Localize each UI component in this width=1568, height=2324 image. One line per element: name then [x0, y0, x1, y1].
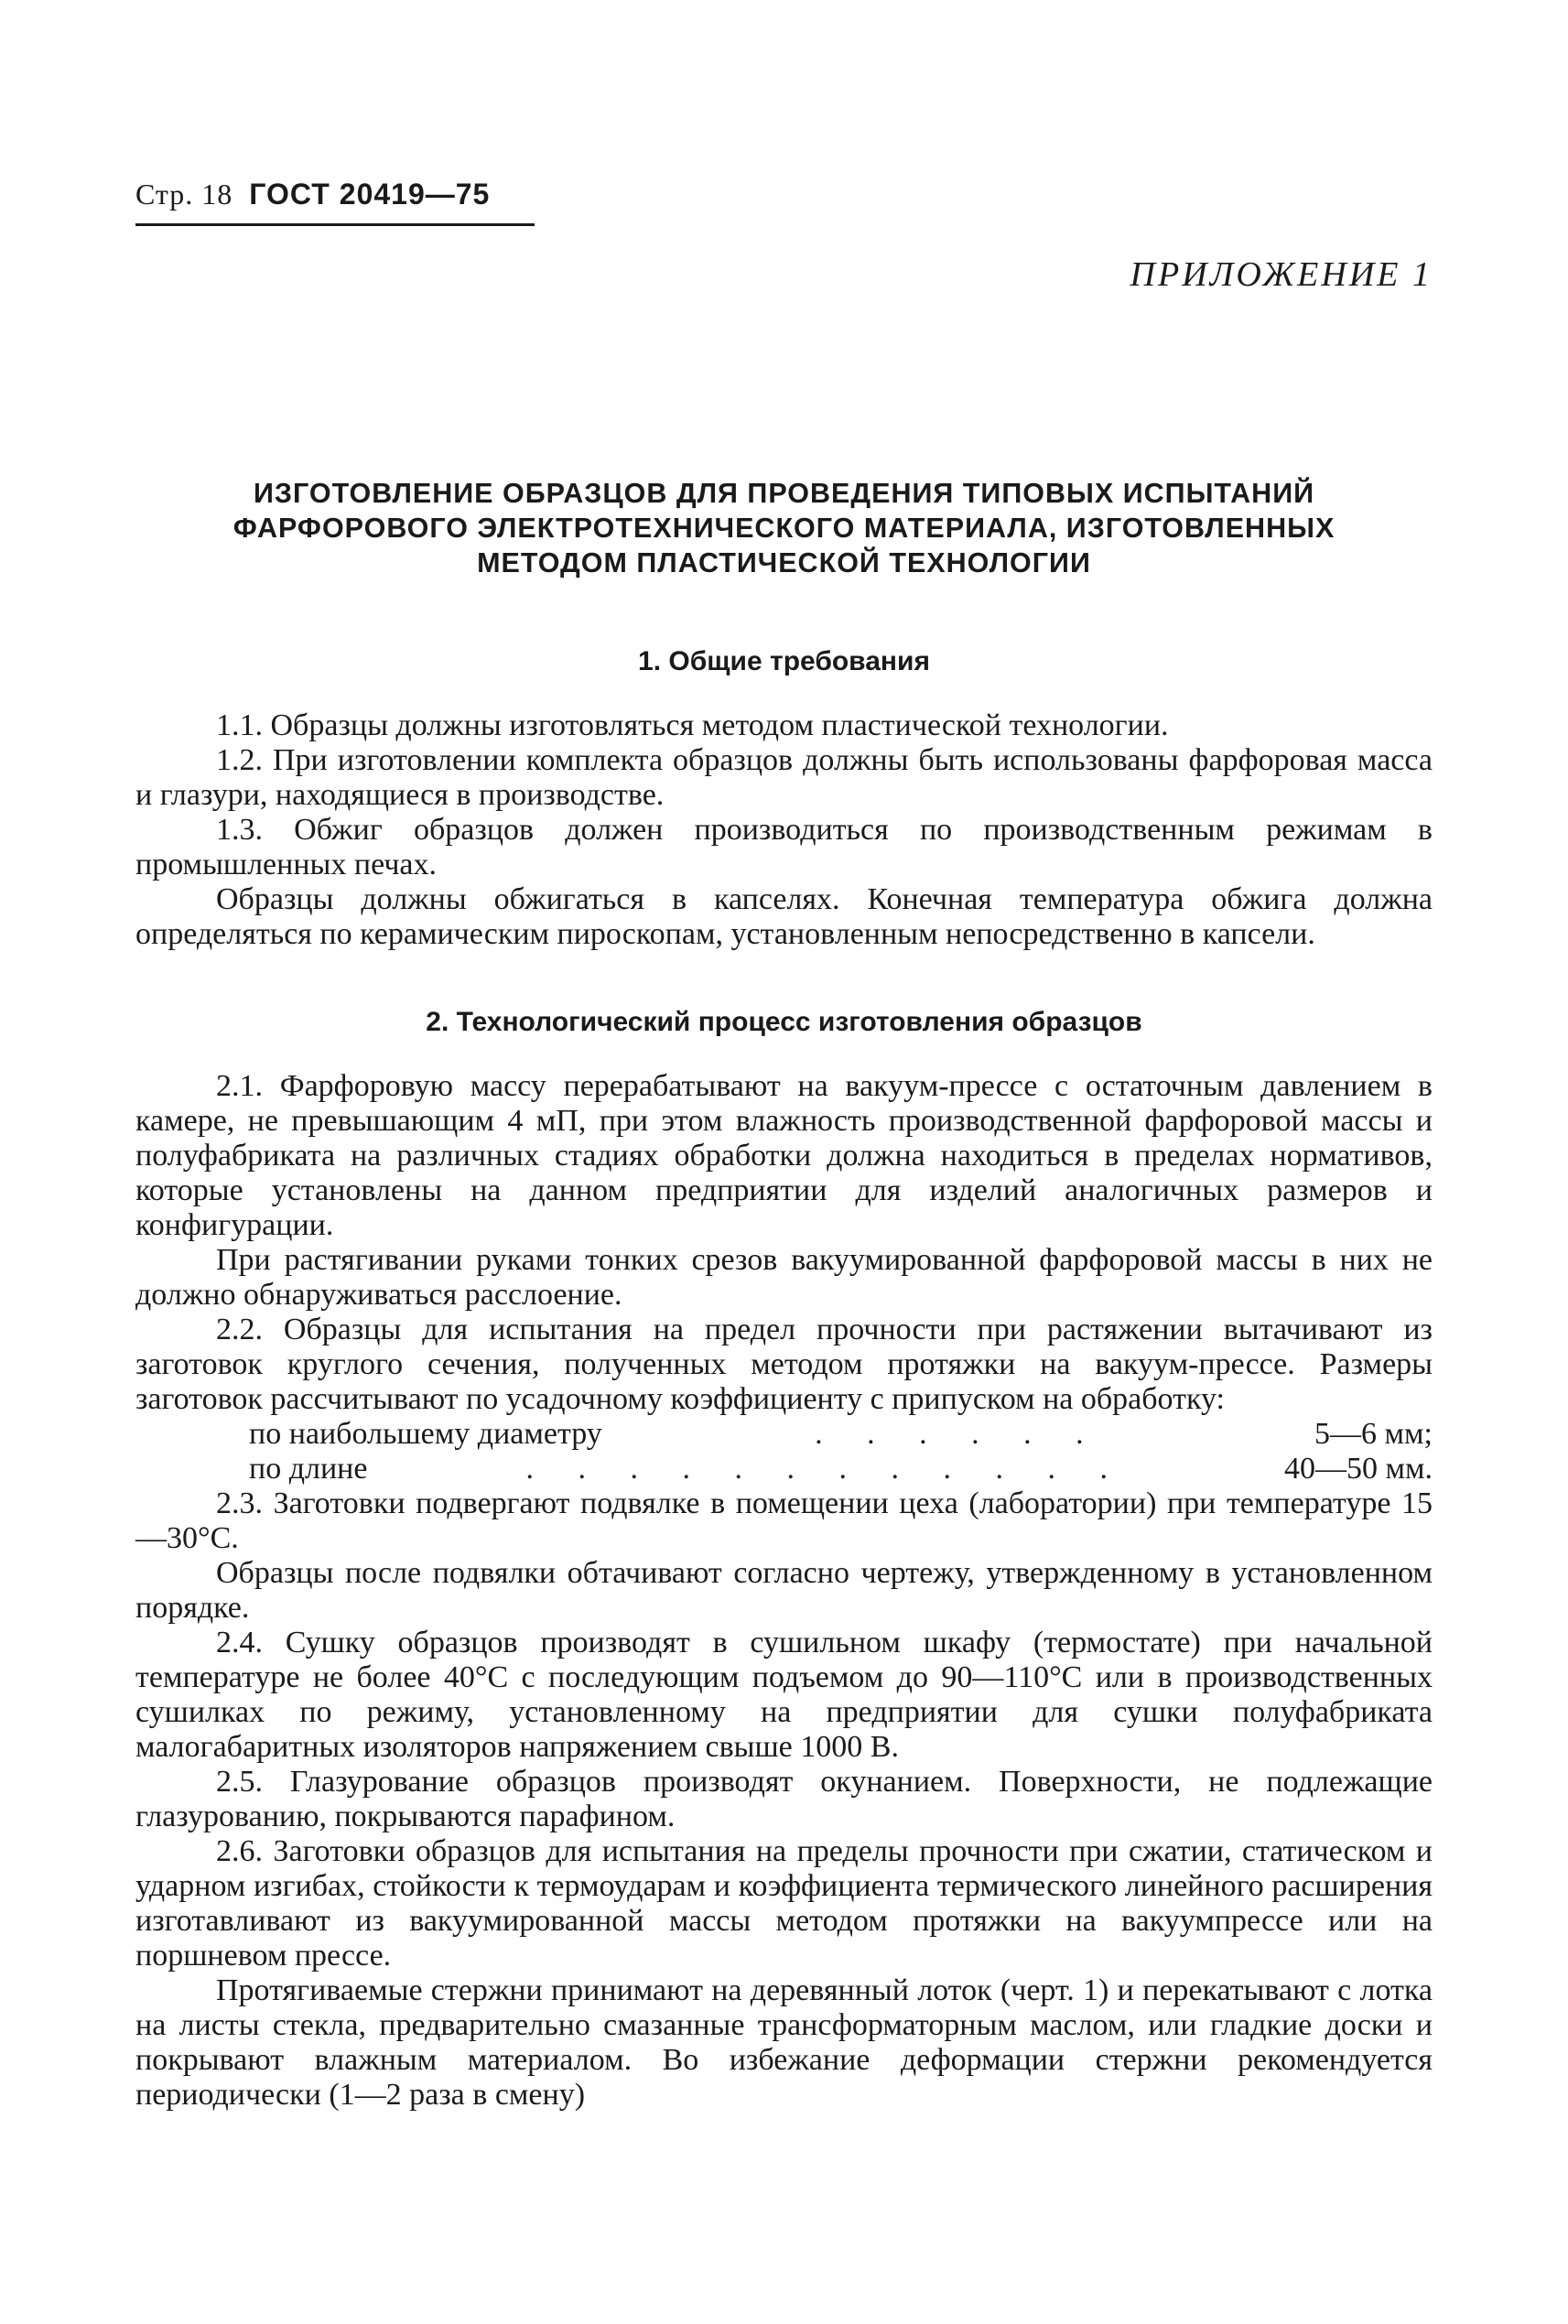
paragraph-2-4: 2.4. Сушку образцов производят в сушильном шкафу (термостате) при начальной температуре не более 40°С с последующим подъемом до 90—110°С или в производственных сушилках по режиму, установленному на предприятии для сушки полуфабриката малогабаритных изоляторов напряжением свыше 1000 В. [135, 1626, 1433, 1764]
appendix-label: ПРИЛОЖЕНИЕ 1 [1130, 255, 1433, 294]
paragraph-2-1: 2.1. Фарфоровую массу перерабатывают на вакуум-прессе с остаточным давлением в камере, не превышающим 4 мП, при этом влажность производственной фарфоровой массы и полуфабриката на различных стадиях обработки должна находиться в пределах нормативов, которые установлены на данном предприятии для изделий аналогичных размеров и конфигурации. [135, 1069, 1433, 1242]
dimension-value: 5—6 мм; [1314, 1417, 1433, 1451]
paragraph-2-3-cont: Образцы после подвялки обтачивают согласно чертежу, утвержденному в установленном порядке. [135, 1556, 1433, 1625]
section-2-body [135, 1069, 1433, 2113]
dimension-row-length [135, 1452, 1433, 1486]
title-line-1: ИЗГОТОВЛЕНИЕ ОБРАЗЦОВ ДЛЯ ПРОВЕДЕНИЯ ТИПОВЫХ ИСПЫТАНИЙ [253, 478, 1315, 509]
standard-label: ГОСТ [249, 178, 330, 211]
dimension-label: по длине [249, 1452, 368, 1486]
paragraph-1-3-cont: Образцы должны обжигаться в капселях. Конечная температура обжига должна определяться по керамическим пироскопам, установленным непосредственно в капсели. [135, 882, 1433, 951]
document-title [135, 476, 1433, 580]
section-1-body [135, 708, 1433, 952]
header-rule [135, 223, 535, 226]
paragraph-2-3: 2.3. Заготовки подвергают подвялке в помещении цеха (лаборатории) при температуре 15—30°С. [135, 1486, 1433, 1555]
paragraph-1-2: 1.2. При изготовлении комплекта образцов должны быть использованы фарфоровая масса и глазури, находящиеся в производстве. [135, 743, 1433, 812]
page-header [135, 178, 490, 211]
section-2-heading: 2. Технологический процесс изготовления образцов [426, 1007, 1142, 1037]
paragraph-2-5: 2.5. Глазурование образцов производят окунанием. Поверхности, не подлежащие глазурованию, покрываются парафином. [135, 1765, 1433, 1833]
paragraph-1-1: 1.1. Образцы должны изготовляться методом пластической технологии. [216, 708, 1169, 742]
page-number: Стр. 18 [135, 178, 233, 211]
paragraph-1-3: 1.3. Обжиг образцов должен производиться по производственным режимам в промышленных печах. [135, 813, 1433, 881]
dimension-value: 40—50 мм. [1283, 1452, 1433, 1486]
title-line-3: МЕТОДОМ ПЛАСТИЧЕСКОЙ ТЕХНОЛОГИИ [477, 547, 1091, 578]
dimension-row-diameter [135, 1417, 1433, 1452]
dimension-label: по наибольшему диаметру [249, 1417, 602, 1451]
dot-leader: . . . . . . . . . . . . [525, 1452, 1126, 1486]
standard-number: 20419—75 [339, 178, 491, 211]
paragraph-2-6-cont: Протягиваемые стержни принимают на деревянный лоток (черт. 1) и перекатывают с лотка на листы стекла, предварительно смазанные трансформаторным маслом, или гладкие доски и покрывают влажным материалом. Во избежание деформации стержни рекомендуется периодически (1—2 раза в смену) [135, 1973, 1433, 2112]
paragraph-2-2: 2.2. Образцы для испытания на предел прочности при растяжении вытачивают из заготовок круглого сечения, полученных методом протяжки на вакуум-прессе. Размеры заготовок рассчитывают по усадочному коэффициенту с припуском на обработку: [135, 1313, 1433, 1416]
paragraph-2-1-cont: При растягивании руками тонких срезов вакуумированной фарфоровой массы в них не должно обнаруживаться расслоение. [135, 1243, 1433, 1312]
section-1-heading: 1. Общие требования [638, 646, 930, 676]
dot-leader: . . . . . . [815, 1417, 1102, 1451]
paragraph-2-6: 2.6. Заготовки образцов для испытания на пределы прочности при сжатии, статическом и ударном изгибах, стойкости к термоударам и коэффициента термического линейного расширения изготавливают из вакуумированной массы методом протяжки на вакуумпрессе или на поршневом прессе. [135, 1834, 1433, 1973]
title-line-2: ФАРФОРОВОГО ЭЛЕКТРОТЕХНИЧЕСКОГО МАТЕРИАЛА, ИЗГОТОВЛЕННЫХ [232, 513, 1336, 544]
